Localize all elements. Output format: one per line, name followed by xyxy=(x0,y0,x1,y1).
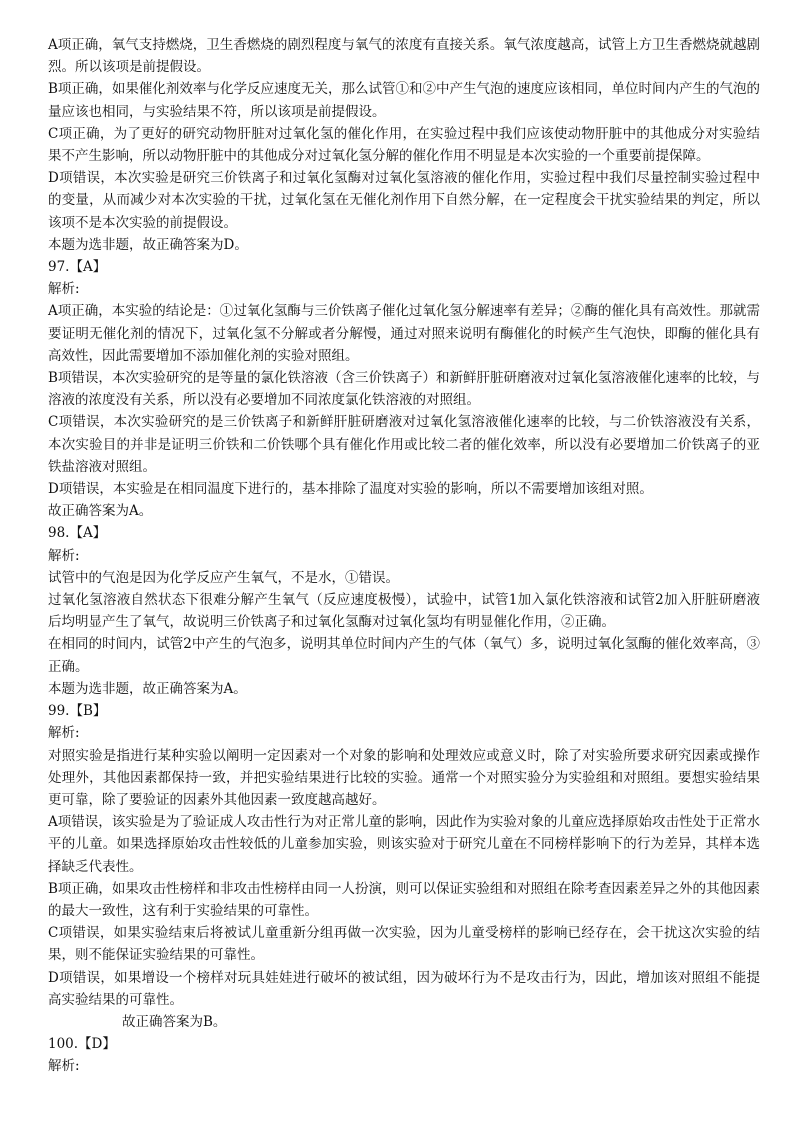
analysis-label: 解析: xyxy=(48,725,80,742)
paragraph: A项正确，本实验的结论是：①过氧化氢酶与三价铁离子催化过氧化氢分解速率有差异；②酶的催化具有高效性。那就需要证明无催化剂的情况下，过氧化氢不分解或者分解慢，通过对照来说明有酶催化的时候产生气泡快，即酶的催化具有高效性，因此需要增加不添加催化剂的实验对照组。 xyxy=(48,303,760,364)
answer-conclusion: 故正确答案为B。 xyxy=(122,1013,227,1030)
paragraph: C项错误，本次实验研究的是三价铁离子和新鲜肝脏研磨液对过氧化氢溶液催化速率的比较，与二价铁溶液没有关系，本次实验目的并非是证明三价铁和二价铁哪个具有催化作用或比较二者的催化效率，所以没有必要增加二价铁离子的亚铁盐溶液对照组。 xyxy=(48,414,760,475)
paragraph: B项正确，如果攻击性榜样和非攻击性榜样由同一人扮演，则可以保证实验组和对照组在除考查因素差异之外的其他因素的最大一致性，这有利于实验结果的可靠性。 xyxy=(48,880,760,919)
analysis-label: 解析: xyxy=(48,1058,80,1075)
question-number: 98.【A】 xyxy=(48,525,107,542)
analysis-label: 解析: xyxy=(48,547,80,564)
question-number: 100.【D】 xyxy=(48,1036,116,1053)
answer-conclusion: 本题为选非题，故正确答案为A。 xyxy=(48,680,247,697)
paragraph: B项正确，如果催化剂效率与化学反应速度无关，那么试管①和②中产生气泡的速度应该相同，单位时间内产生的气泡的量应该也相同，与实验结果不符，所以该项是前提假设。 xyxy=(48,81,760,120)
answer-explanation-document xyxy=(48,34,760,1078)
question-number: 97.【A】 xyxy=(48,259,107,276)
paragraph: C项错误，如果实验结束后将被试儿童重新分组再做一次实验，因为儿童受榜样的影响已经存在，会干扰这次实验的结果，则不能保证实验结果的可靠性。 xyxy=(48,925,760,964)
paragraph: 过氧化氢溶液自然状态下很难分解产生氧气（反应速度极慢），试验中，试管1加入氯化铁溶液和试管2加入肝脏研磨液后均明显产生了氧气，故说明三价铁离子和过氧化氢酶对过氧化氢均有明显催化作用，②正确。 xyxy=(48,592,760,631)
paragraph: 试管中的气泡是因为化学反应产生氧气，不是水，①错误。 xyxy=(48,569,399,586)
paragraph: 对照实验是指进行某种实验以阐明一定因素对一个对象的影响和处理效应或意义时，除了对实验所要求研究因素或操作处理外，其他因素都保持一致，并把实验结果进行比较的实验。通常一个对照实验分为实验组和对照组。要想实验结果更可靠，除了要验证的因素外其他因素一致度越高越好。 xyxy=(48,747,760,808)
paragraph: A项错误，该实验是为了验证成人攻击性行为对正常儿童的影响，因此作为实验对象的儿童应选择原始攻击性处于正常水平的儿童。如果选择原始攻击性较低的儿童参加实验，则该实验对于研究儿童在不同榜样影响下的行为差异，其样本选择缺乏代表性。 xyxy=(48,814,760,875)
answer-conclusion: 故正确答案为A。 xyxy=(48,503,153,520)
answer-conclusion: 本题为选非题，故正确答案为D。 xyxy=(48,236,248,253)
paragraph: D项错误，本实验是在相同温度下进行的，基本排除了温度对实验的影响，所以不需要增加该组对照。 xyxy=(48,481,653,498)
paragraph: B项错误，本次实验研究的是等量的氯化铁溶液（含三价铁离子）和新鲜肝脏研磨液对过氧化氢溶液催化速率的比较，与溶液的浓度没有关系，所以没有必要增加不同浓度氯化铁溶液的对照组。 xyxy=(48,370,760,409)
analysis-label: 解析: xyxy=(48,281,80,298)
paragraph: 在相同的时间内，试管2中产生的气泡多，说明其单位时间内产生的气体（氧气）多，说明过氧化氢酶的催化效率高，③正确。 xyxy=(48,636,760,675)
paragraph: D项错误，如果增设一个榜样对玩具娃娃进行破坏的被试组，因为破坏行为不是攻击行为，因此，增加该对照组不能提高实验结果的可靠性。 xyxy=(48,969,760,1008)
paragraph: C项正确，为了更好的研究动物肝脏对过氧化氢的催化作用，在实验过程中我们应该使动物肝脏中的其他成分对实验结果不产生影响，所以动物肝脏中的其他成分对过氧化氢分解的催化作用不明显是本次实验的一个重要前提保障。 xyxy=(48,125,760,165)
paragraph: D项错误，本次实验是研究三价铁离子和过氧化氢酶对过氧化氢溶液的催化作用，实验过程中我们尽量控制实验过程中的变量，从而减少对本次实验的干扰，过氧化氢在无催化剂作用下自然分解，在一定程度会干扰实验结果的判定，所以该项不是本次实验的前提假设。 xyxy=(48,170,760,231)
paragraph: A项正确，氧气支持燃烧，卫生香燃烧的剧烈程度与氧气的浓度有直接关系。氧气浓度越高，试管上方卫生香燃烧就越剧烈。所以该项是前提假设。 xyxy=(48,37,760,76)
question-number: 99.【B】 xyxy=(48,703,107,720)
